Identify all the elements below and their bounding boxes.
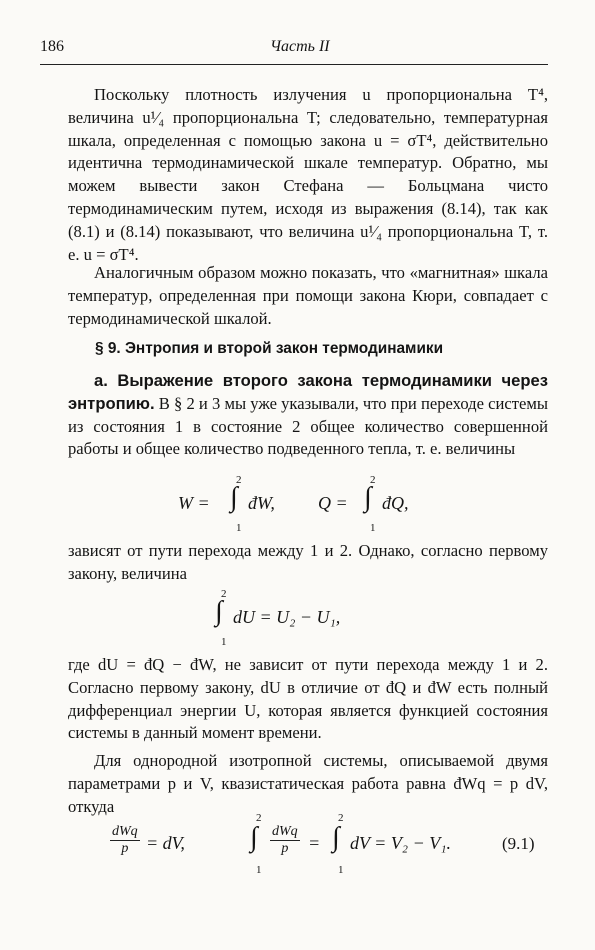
eq3-part1: = dV,	[146, 833, 185, 853]
paragraph-stefan-boltzmann: Поскольку плотность излучения u пропорциональна T⁴, величина u¹⁄₄ пропорциональна T; следовательно, температурная шкала, определенная с помощью закона u = σT⁴, действительно идентична термодинамической шкале температур. Обратно, мы можем вывести закон Стефана — Больцмана чисто термодинамическим путем, исходя из выражения (8.14), так как (8.1) и (8.14) показывают, что величина u¹⁄₄ пропорциональна T, т. е. u = σT⁴.	[68, 85, 548, 264]
eq-q-upper-limit: 2	[370, 474, 376, 486]
eq3-part2: =	[308, 833, 321, 853]
eq-w-lhs: W =	[178, 493, 210, 513]
eq-w-upper-limit: 2	[236, 474, 242, 486]
eq3-int2-lower: 1	[338, 864, 344, 876]
equation-number: (9.1)	[502, 834, 535, 853]
paragraph-second-law-text: В § 2 и 3 мы уже указывали, что при переходе системы из состояния 1 в состояние 2 общее количество совершенной работы и общее количество подведенного тепла, т. е. величины	[68, 393, 548, 459]
fraction-denominator: p	[121, 841, 129, 856]
paragraph-magnetic-scale: Аналогичным образом можно показать, что «магнитная» шкала температур, определенная при помощи закона Кюри, совпадает с термодинамической шкалой.	[68, 263, 548, 328]
integral-sign: ∫	[364, 482, 372, 513]
integral-sign: ∫	[332, 822, 340, 853]
equation-9-1	[110, 812, 550, 878]
running-header: Часть II	[270, 38, 330, 55]
section-heading: § 9. Энтропия и второй закон термодинамики	[95, 340, 444, 357]
subsection-heading: а. Выражение второго закона термодинамики через энтропию.	[68, 371, 548, 413]
fraction-dwq-over-p	[270, 824, 300, 857]
eq-q-rhs: đQ,	[382, 493, 409, 513]
eq-u-upper-limit: 2	[221, 588, 227, 600]
eq-q-lhs: Q =	[318, 493, 348, 513]
page-number: 186	[40, 38, 64, 55]
eq-u-expression: dU = U₂ − U₁,	[233, 607, 341, 627]
eq3-part3: dV = V₂ − V₁.	[350, 833, 451, 853]
eq-u-lower-limit: 1	[221, 636, 227, 648]
equation-energy-change	[215, 588, 385, 648]
header-rule	[40, 64, 548, 65]
fraction-dwq-over-p	[110, 824, 140, 857]
eq-w-rhs: đW,	[248, 493, 275, 513]
eq-w-lower-limit: 1	[236, 522, 242, 534]
integral-sign: ∫	[215, 596, 223, 627]
paragraph-second-law	[68, 370, 548, 461]
paragraph-full-differential: где dU = đQ − đW, не зависит от пути перехода между 1 и 2. Согласно первому закону, dU в отличие от đQ и đW есть полный дифференциал энергии U, которая является функцией состояния системы в данный момент времени.	[68, 655, 548, 743]
eq3-int2-upper: 2	[338, 812, 344, 824]
eq3-int1-lower: 1	[256, 864, 262, 876]
eq-q-lower-limit: 1	[370, 522, 376, 534]
integral-sign: ∫	[250, 822, 258, 853]
fraction-numerator: dWq	[112, 824, 138, 839]
fraction-numerator: dWq	[272, 824, 298, 839]
equation-work-heat	[178, 474, 438, 534]
integral-sign: ∫	[230, 482, 238, 513]
paragraph-path-dependence: зависят от пути перехода между 1 и 2. Однако, согласно первому закону, величина	[68, 541, 548, 583]
fraction-denominator: p	[281, 841, 289, 856]
eq3-int1-upper: 2	[256, 812, 262, 824]
paragraph-isotropic-system: Для однородной изотропной системы, описываемой двумя параметрами p и V, квазистатическая работа равна đWq = p dV, откуда	[68, 751, 548, 816]
